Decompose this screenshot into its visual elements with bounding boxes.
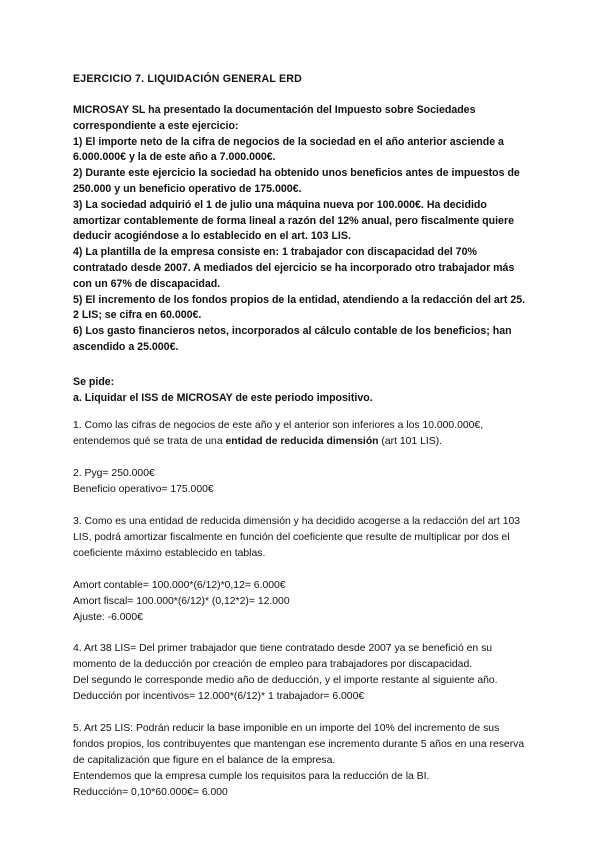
statement-intro: MICROSAY SL ha presentado la documentación del Impuesto sobre Sociedades correspondiente a este ejercicio: — [73, 104, 476, 132]
exercise-statement — [73, 103, 533, 356]
answer-4-line-1: 4. Art 38 LIS= Del primer trabajador que tiene contratado desde 2007 ya se benefició en su momento de la deducción por creación de empleo para trabajadores por discapacidad. — [73, 643, 493, 671]
amort-adjustment: Ajuste: -6.000€ — [73, 611, 143, 623]
amort-contable: Amort contable= 100.000*(6/12)*0,12= 6.000€ — [73, 579, 286, 591]
answer-4-line-2: Del segundo le corresponde medio año de deducción, y el importe restante al siguiente año. — [73, 675, 498, 687]
exercise-title: EJERCICIO 7. LIQUIDACIÓN GENERAL ERD — [73, 73, 302, 85]
answer-3-text: 3. Como es una entidad de reducida dimensión y ha decidido acogerse a la redacción del art 103 LIS, podrá amortizar fiscalmente en función del coeficiente que resulte de multiplicar por dos el coeficiente máximo establecido en tablas. — [73, 515, 521, 559]
answer-4-line-3: Deducción por incentivos= 12.000*(6/12)* 1 trabajador= 6.000€ — [73, 691, 365, 703]
answer-5 — [73, 721, 533, 801]
document-body — [73, 72, 533, 801]
statement-item-1: 1) El importe neto de la cifra de negocios de la sociedad en el año anterior asciende a 6.000.000€ y la de este año a 7.000.000€. — [73, 135, 504, 164]
amort-fiscal: Amort fiscal= 100.000*(6/12)* (0,12*2)= 12.000 — [73, 595, 290, 607]
answer-5-line-2: Entendemos que la empresa cumple los requisitos para la reducción de la BI. — [73, 770, 430, 782]
answer-2-line-2: Beneficio operativo= 175.000€ — [73, 484, 214, 496]
request-label: Se pide: — [73, 375, 115, 388]
request-block — [73, 375, 533, 407]
answer-1-before: 1. Como las cifras de negocios de este año y el anterior son inferiores a los 10.000.000€, entendemos qué se trata de una — [73, 420, 484, 448]
answer-4 — [73, 641, 533, 705]
answer-2-line-1: 2. Pyg= 250.000€ — [73, 468, 155, 480]
amortization-calc — [73, 578, 533, 626]
answer-3 — [73, 514, 533, 562]
statement-item-6: 6) Los gasto financieros netos, incorporados al cálculo contable de los beneficios; han ascendido a 25.000€. — [73, 325, 512, 353]
answer-1-text — [73, 418, 533, 450]
answer-1-after: (art 101 LIS). — [378, 436, 443, 448]
answer-5-line-3: Reducción= 0,10*60.000€= 6.000 — [73, 786, 228, 798]
statement-item-5: 5) El incremento de los fondos propios de la entidad, atendiendo a la redacción del art 25. 2 LIS; se cifra en 60.000€. — [73, 293, 526, 322]
statement-item-2: 2) Durante este ejercicio la sociedad ha obtenido unos beneficios antes de impuestos de 250.000 y un beneficio operativo de 175.000€. — [73, 167, 520, 195]
request-item: a. Liquidar el ISS de MICROSAY de este periodo impositivo. — [73, 391, 373, 404]
statement-item-3: 3) La sociedad adquirió el 1 de julio una máquina nueva por 100.000€. Ha decidido amortizar contablemente de forma lineal a razón del 12% anual, pero fiscalmente quiere deducir acogiéndose a lo establecido en el art. 103 LIS. — [73, 198, 514, 243]
statement-item-4: 4) La plantilla de la empresa consiste en: 1 trabajador con discapacidad del 70% contratado desde 2007. A mediados del ejercicio se ha incorporado otro trabajador más con un 67% de discapacidad. — [73, 246, 515, 290]
answers-block — [73, 418, 533, 800]
answer-2 — [73, 466, 533, 498]
answer-5-line-1: 5. Art 25 LIS: Podrán reducir la base imponible en un importe del 10% del incremento de sus fondos propios, los contribuyentes que mantengan ese incremento durante 5 años en una reserva de capitalización que figure en el balance de la empresa. — [73, 723, 525, 766]
answer-1 — [73, 418, 533, 450]
answer-1-emphasis: entidad de reducida dimensión — [225, 436, 379, 448]
